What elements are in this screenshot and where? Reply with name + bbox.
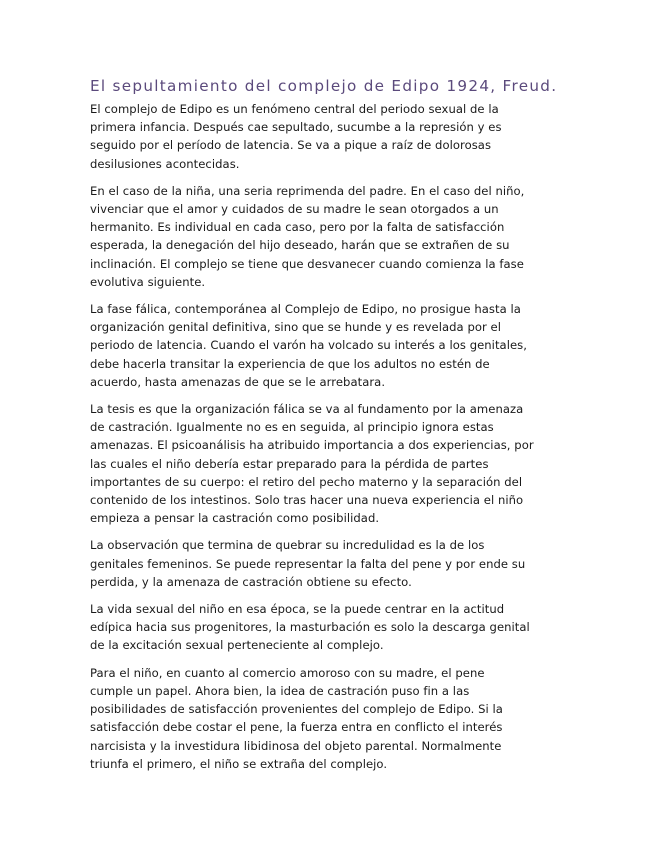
paragraph-1	[90, 100, 568, 173]
text-line: esperada, la denegación del hijo deseado, harán que se extrañen de su	[90, 238, 510, 253]
text-line: satisfacción debe costar el pene, la fuerza entra en conflicto el interés	[90, 720, 503, 735]
text-line: vivenciar que el amor y cuidados de su madre le sean otorgados a un	[90, 202, 499, 217]
text-line: El complejo de Edipo es un fenómeno central del periodo sexual de la	[90, 102, 499, 116]
text-line: genitales femeninos. Se puede representar la falta del pene y por ende su	[90, 556, 526, 571]
text-line: importantes de su cuerpo: el retiro del pecho materno y la separación del	[90, 474, 523, 489]
text-line: las cuales el niño debería estar preparado para la pérdida de partes	[90, 456, 489, 471]
text-line: hermanito. Es individual en cada caso, pero por la falta de satisfacción	[90, 220, 505, 235]
text-line: amenazas. El psicoanálisis ha atribuido importancia a dos experiencias, por	[90, 438, 534, 453]
text-line: debe hacerla transitar la experiencia de que los adultos no estén de	[90, 356, 490, 371]
text-line: La tesis es que la organización fálica se va al fundamento por la amenaza	[90, 402, 524, 417]
paragraph-7	[90, 664, 568, 773]
text-line: contenido de los intestinos. Solo tras hacer una nueva experiencia el niño	[90, 493, 524, 508]
text-line: evolutiva siguiente.	[90, 274, 206, 289]
text-line: edípica hacia sus progenitores, la masturbación es solo la descarga genital	[90, 620, 530, 635]
paragraph-3	[90, 300, 568, 391]
text-line: triunfa el primero, el niño se extraña del complejo.	[90, 756, 388, 771]
text-line: La vida sexual del niño en esa época, se la puede centrar en la actitud	[90, 602, 505, 617]
text-line: seguido por el período de latencia. Se va a pique a raíz de dolorosas	[90, 138, 492, 153]
text-line: Para el niño, en cuanto al comercio amoroso con su madre, el pene	[90, 665, 485, 680]
text-line: narcisista y la investidura libidinosa del objeto parental. Normalmente	[90, 738, 502, 753]
document-page	[90, 76, 568, 782]
text-line: perdida, y la amenaza de castración obtiene su efecto.	[90, 574, 412, 589]
text-line: En el caso de la niña, una seria reprimenda del padre. En el caso del niño,	[90, 183, 525, 198]
text-line: desilusiones acontecidas.	[90, 156, 240, 171]
document-title: El sepultamiento del complejo de Edipo 1924, Freud.	[90, 77, 558, 95]
text-line: de castración. Igualmente no es en seguida, al principio ignora estas	[90, 420, 494, 435]
paragraph-2	[90, 182, 568, 291]
paragraph-5	[90, 536, 568, 591]
text-line: primera infancia. Después cae sepultado, sucumbe a la represión y es	[90, 120, 502, 135]
text-line: periodo de latencia. Cuando el varón ha volcado su interés a los genitales,	[90, 338, 527, 353]
text-line: La fase fálica, contemporánea al Complejo de Edipo, no prosigue hasta la	[90, 302, 521, 317]
text-line: organización genital definitiva, sino que se hunde y es revelada por el	[90, 320, 502, 335]
text-line: de la excitación sexual perteneciente al complejo.	[90, 638, 384, 653]
text-line: La observación que termina de quebrar su incredulidad es la de los	[90, 538, 485, 553]
text-line: empieza a pensar la castración como posibilidad.	[90, 511, 380, 526]
text-line: posibilidades de satisfacción provenientes del complejo de Edipo. Si la	[90, 702, 503, 717]
text-line: cumple un papel. Ahora bien, la idea de castración puso fin a las	[90, 683, 470, 698]
text-line: inclinación. El complejo se tiene que desvanecer cuando comienza la fase	[90, 256, 524, 271]
paragraph-4	[90, 400, 568, 527]
paragraph-6	[90, 600, 568, 655]
text-line: acuerdo, hasta amenazas de que se le arrebatara.	[90, 374, 386, 389]
